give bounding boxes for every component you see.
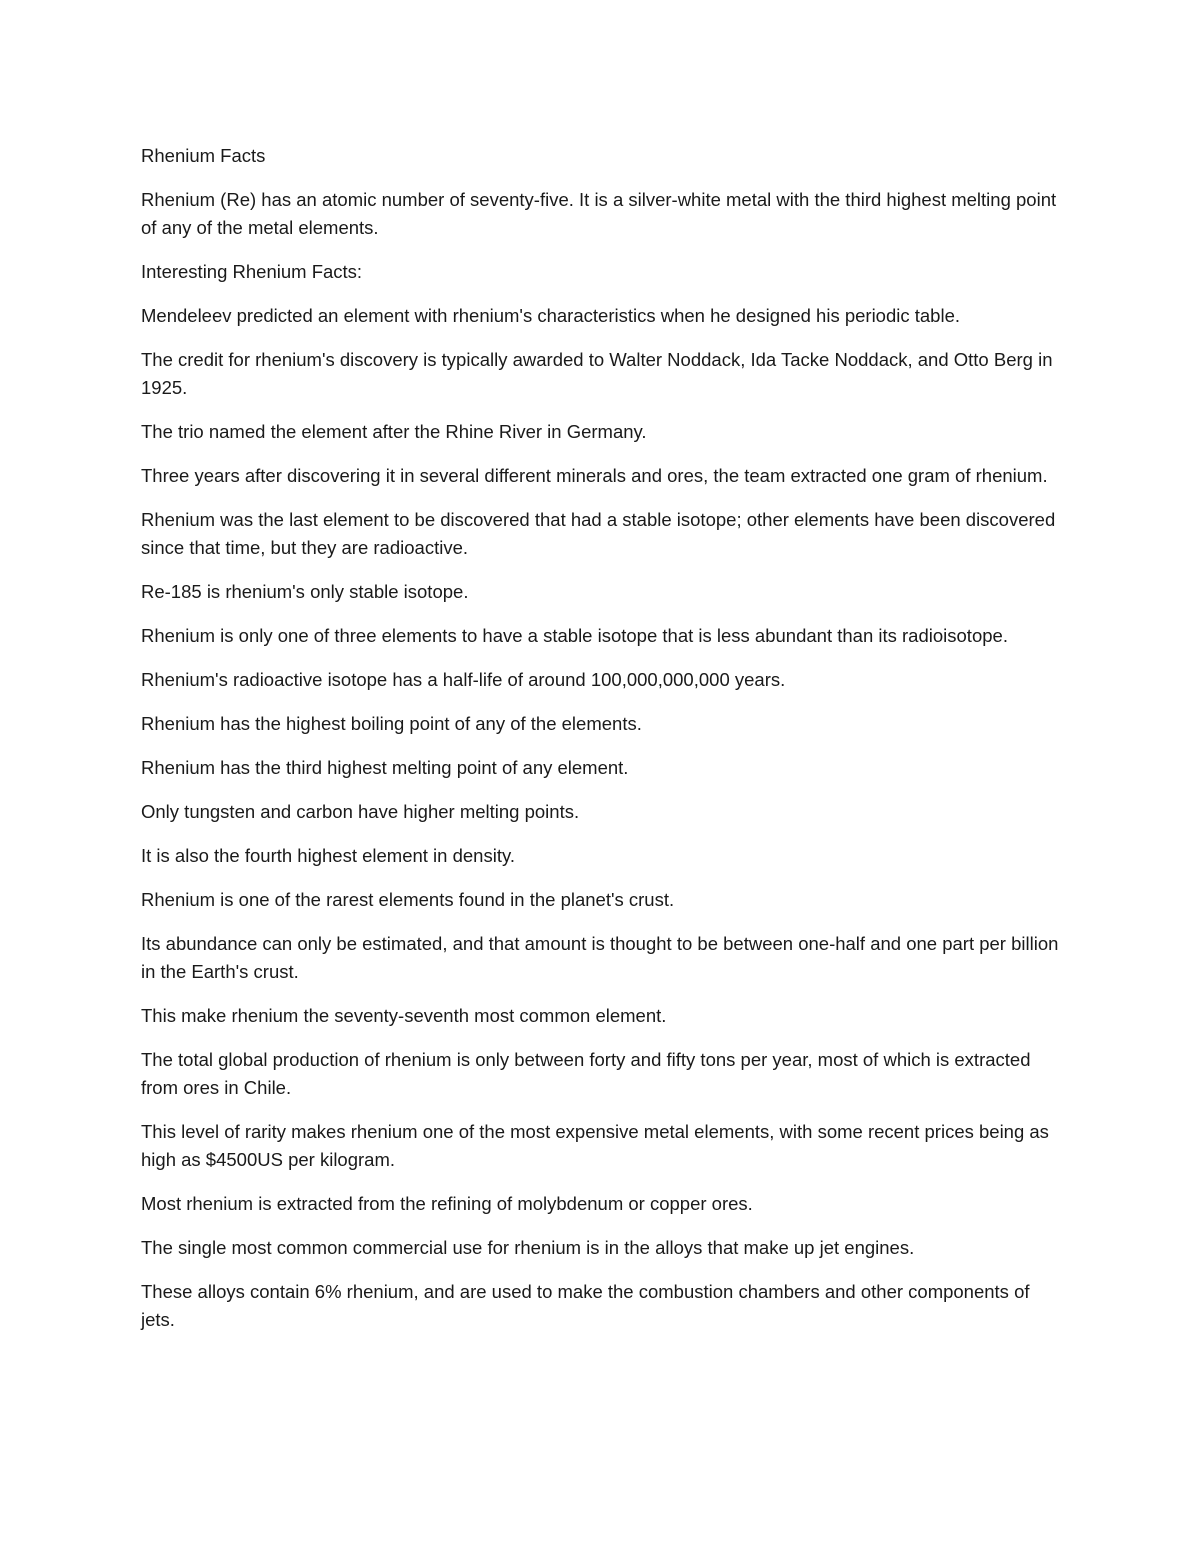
fact-paragraph: The single most common commercial use for rhenium is in the alloys that make up jet engines. xyxy=(141,1237,915,1258)
fact-paragraph: Rhenium has the third highest melting point of any element. xyxy=(141,757,629,778)
fact-paragraph: Three years after discovering it in several different minerals and ores, the team extracted one gram of rhenium. xyxy=(141,465,1048,486)
fact-paragraph: Rhenium was the last element to be discovered that had a stable isotope; other elements have been discovered since that time, but they are radioactive. xyxy=(141,509,1056,558)
fact-paragraph: The trio named the element after the Rhine River in Germany. xyxy=(141,421,647,442)
fact-paragraph: This level of rarity makes rhenium one of the most expensive metal elements, with some recent prices being as high as $4500US per kilogram. xyxy=(141,1121,1049,1170)
section-heading: Interesting Rhenium Facts: xyxy=(141,261,363,282)
fact-paragraph: Rhenium's radioactive isotope has a half-life of around 100,000,000,000 years. xyxy=(141,669,786,690)
fact-paragraph: It is also the fourth highest element in density. xyxy=(141,845,515,866)
document-title: Rhenium Facts xyxy=(141,145,266,166)
fact-paragraph: The credit for rhenium's discovery is typically awarded to Walter Noddack, Ida Tacke Noddack, and Otto Berg in 1925. xyxy=(141,349,1053,398)
fact-paragraph: Rhenium has the highest boiling point of any of the elements. xyxy=(141,713,642,734)
fact-paragraph: The total global production of rhenium is only between forty and fifty tons per year, most of which is extracted from ores in Chile. xyxy=(141,1049,1031,1098)
intro-paragraph: Rhenium (Re) has an atomic number of seventy-five. It is a silver-white metal with the third highest melting point of any of the metal elements. xyxy=(141,189,1057,238)
fact-paragraph: Mendeleev predicted an element with rhenium's characteristics when he designed his periodic table. xyxy=(141,305,961,326)
fact-paragraph: Its abundance can only be estimated, and that amount is thought to be between one-half and one part per billion in the Earth's crust. xyxy=(141,933,1059,982)
fact-paragraph: Rhenium is one of the rarest elements found in the planet's crust. xyxy=(141,889,675,910)
fact-paragraph: Most rhenium is extracted from the refining of molybdenum or copper ores. xyxy=(141,1193,753,1214)
fact-paragraph: Re-185 is rhenium's only stable isotope. xyxy=(141,581,469,602)
document-body xyxy=(141,142,1061,1350)
fact-paragraph: Rhenium is only one of three elements to have a stable isotope that is less abundant than its radioisotope. xyxy=(141,625,1008,646)
fact-paragraph: Only tungsten and carbon have higher melting points. xyxy=(141,801,580,822)
fact-paragraph: These alloys contain 6% rhenium, and are used to make the combustion chambers and other components of jets. xyxy=(141,1281,1030,1330)
fact-paragraph: This make rhenium the seventy-seventh most common element. xyxy=(141,1005,667,1026)
